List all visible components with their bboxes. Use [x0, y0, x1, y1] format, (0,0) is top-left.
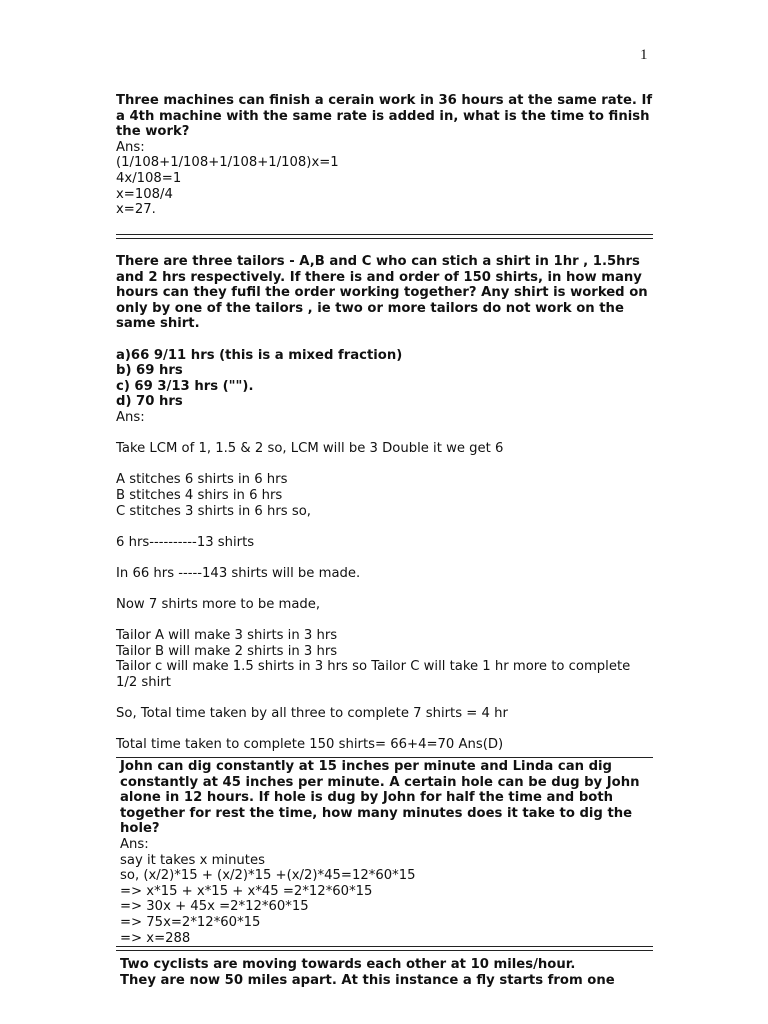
answer-line: In 66 hrs -----143 shirts will be made. [116, 565, 361, 581]
answer-line: So, Total time taken by all three to complete 7 shirts = 4 hr [116, 706, 508, 722]
question-text-line: a 4th machine with the same rate is added in, what is the time to finish [116, 108, 650, 124]
answer-line: C stitches 3 shirts in 6 hrs so, [116, 503, 311, 519]
question-text-line: constantly at 45 inches per minute. A certain hole can be dug by John [120, 774, 640, 790]
question-text-line: Two cyclists are moving towards each other at 10 miles/hour. [120, 957, 576, 972]
question-3 [120, 759, 656, 946]
answer-line: B stitches 4 shirs in 6 hrs [116, 487, 283, 503]
question-2 [116, 254, 652, 753]
answer-line: 4x/108=1 [116, 170, 182, 186]
answer-line: 1/2 shirt [116, 675, 171, 691]
answer-line: Take LCM of 1, 1.5 & 2 so, LCM will be 3 Double it we get 6 [116, 441, 504, 457]
answer-line: => x=288 [120, 930, 191, 946]
section-divider [116, 946, 653, 951]
answer-line: => x*15 + x*15 + x*45 =2*12*60*15 [120, 883, 373, 899]
answer-line: say it takes x minutes [120, 852, 265, 868]
answer-line: Tailor A will make 3 shirts in 3 hrs [116, 628, 338, 644]
answer-line: (1/108+1/108+1/108+1/108)x=1 [116, 155, 339, 171]
question-text-line: only by one of the tailors , ie two or more tailors do not work on the [116, 300, 624, 316]
option-line: c) 69 3/13 hrs (""). [116, 378, 254, 394]
answer-line: A stitches 6 shirts in 6 hrs [116, 472, 288, 488]
answer-line: so, (x/2)*15 + (x/2)*15 +(x/2)*45=12*60*15 [120, 868, 416, 884]
answer-line: => 75x=2*12*60*15 [120, 914, 261, 930]
question-text-line: same shirt. [116, 316, 200, 332]
question-text-line: They are now 50 miles apart. At this instance a fly starts from one [120, 972, 615, 988]
answer-line: 6 hrs----------13 shirts [116, 534, 255, 550]
question-text-line: the work? [116, 124, 190, 140]
question-text-line: John can dig constantly at 15 inches per minute and Linda can dig [120, 759, 612, 774]
question-text-line: hours can they fufil the order working together? Any shirt is worked on [116, 285, 648, 301]
question-4 [120, 957, 656, 988]
section-divider [116, 757, 653, 758]
answer-line: x=108/4 [116, 186, 173, 202]
option-line: a)66 9/11 hrs (this is a mixed fraction) [116, 347, 403, 363]
page-number: 1 [640, 47, 648, 63]
option-line: d) 70 hrs [116, 394, 183, 410]
answer-line: Tailor c will make 1.5 shirts in 3 hrs so Tailor C will take 1 hr more to complete [116, 659, 631, 675]
question-text-line: There are three tailors - A,B and C who can stich a shirt in 1hr , 1.5hrs [116, 254, 640, 269]
answer-label: Ans: [116, 409, 145, 425]
answer-line: x=27. [116, 202, 156, 218]
question-text-line: together for rest the time, how many minutes does it take to dig the [120, 805, 633, 821]
question-text-line: hole? [120, 821, 160, 837]
question-1 [116, 93, 652, 218]
option-line: b) 69 hrs [116, 363, 183, 379]
answer-line: => 30x + 45x =2*12*60*15 [120, 899, 309, 915]
answer-line: Tailor B will make 2 shirts in 3 hrs [116, 643, 338, 659]
question-text-line: and 2 hrs respectively. If there is and order of 150 shirts, in how many [116, 269, 642, 285]
answer-line: Ans: [116, 139, 145, 155]
question-text-line: Three machines can finish a cerain work in 36 hours at the same rate. If [116, 93, 653, 108]
section-divider [116, 234, 653, 239]
answer-line: Ans: [120, 836, 149, 852]
answer-line: Now 7 shirts more to be made, [116, 597, 321, 613]
final-answer-line: Total time taken to complete 150 shirts= 66+4=70 Ans(D) [116, 737, 504, 753]
question-text-line: alone in 12 hours. If hole is dug by John for half the time and both [120, 790, 614, 806]
